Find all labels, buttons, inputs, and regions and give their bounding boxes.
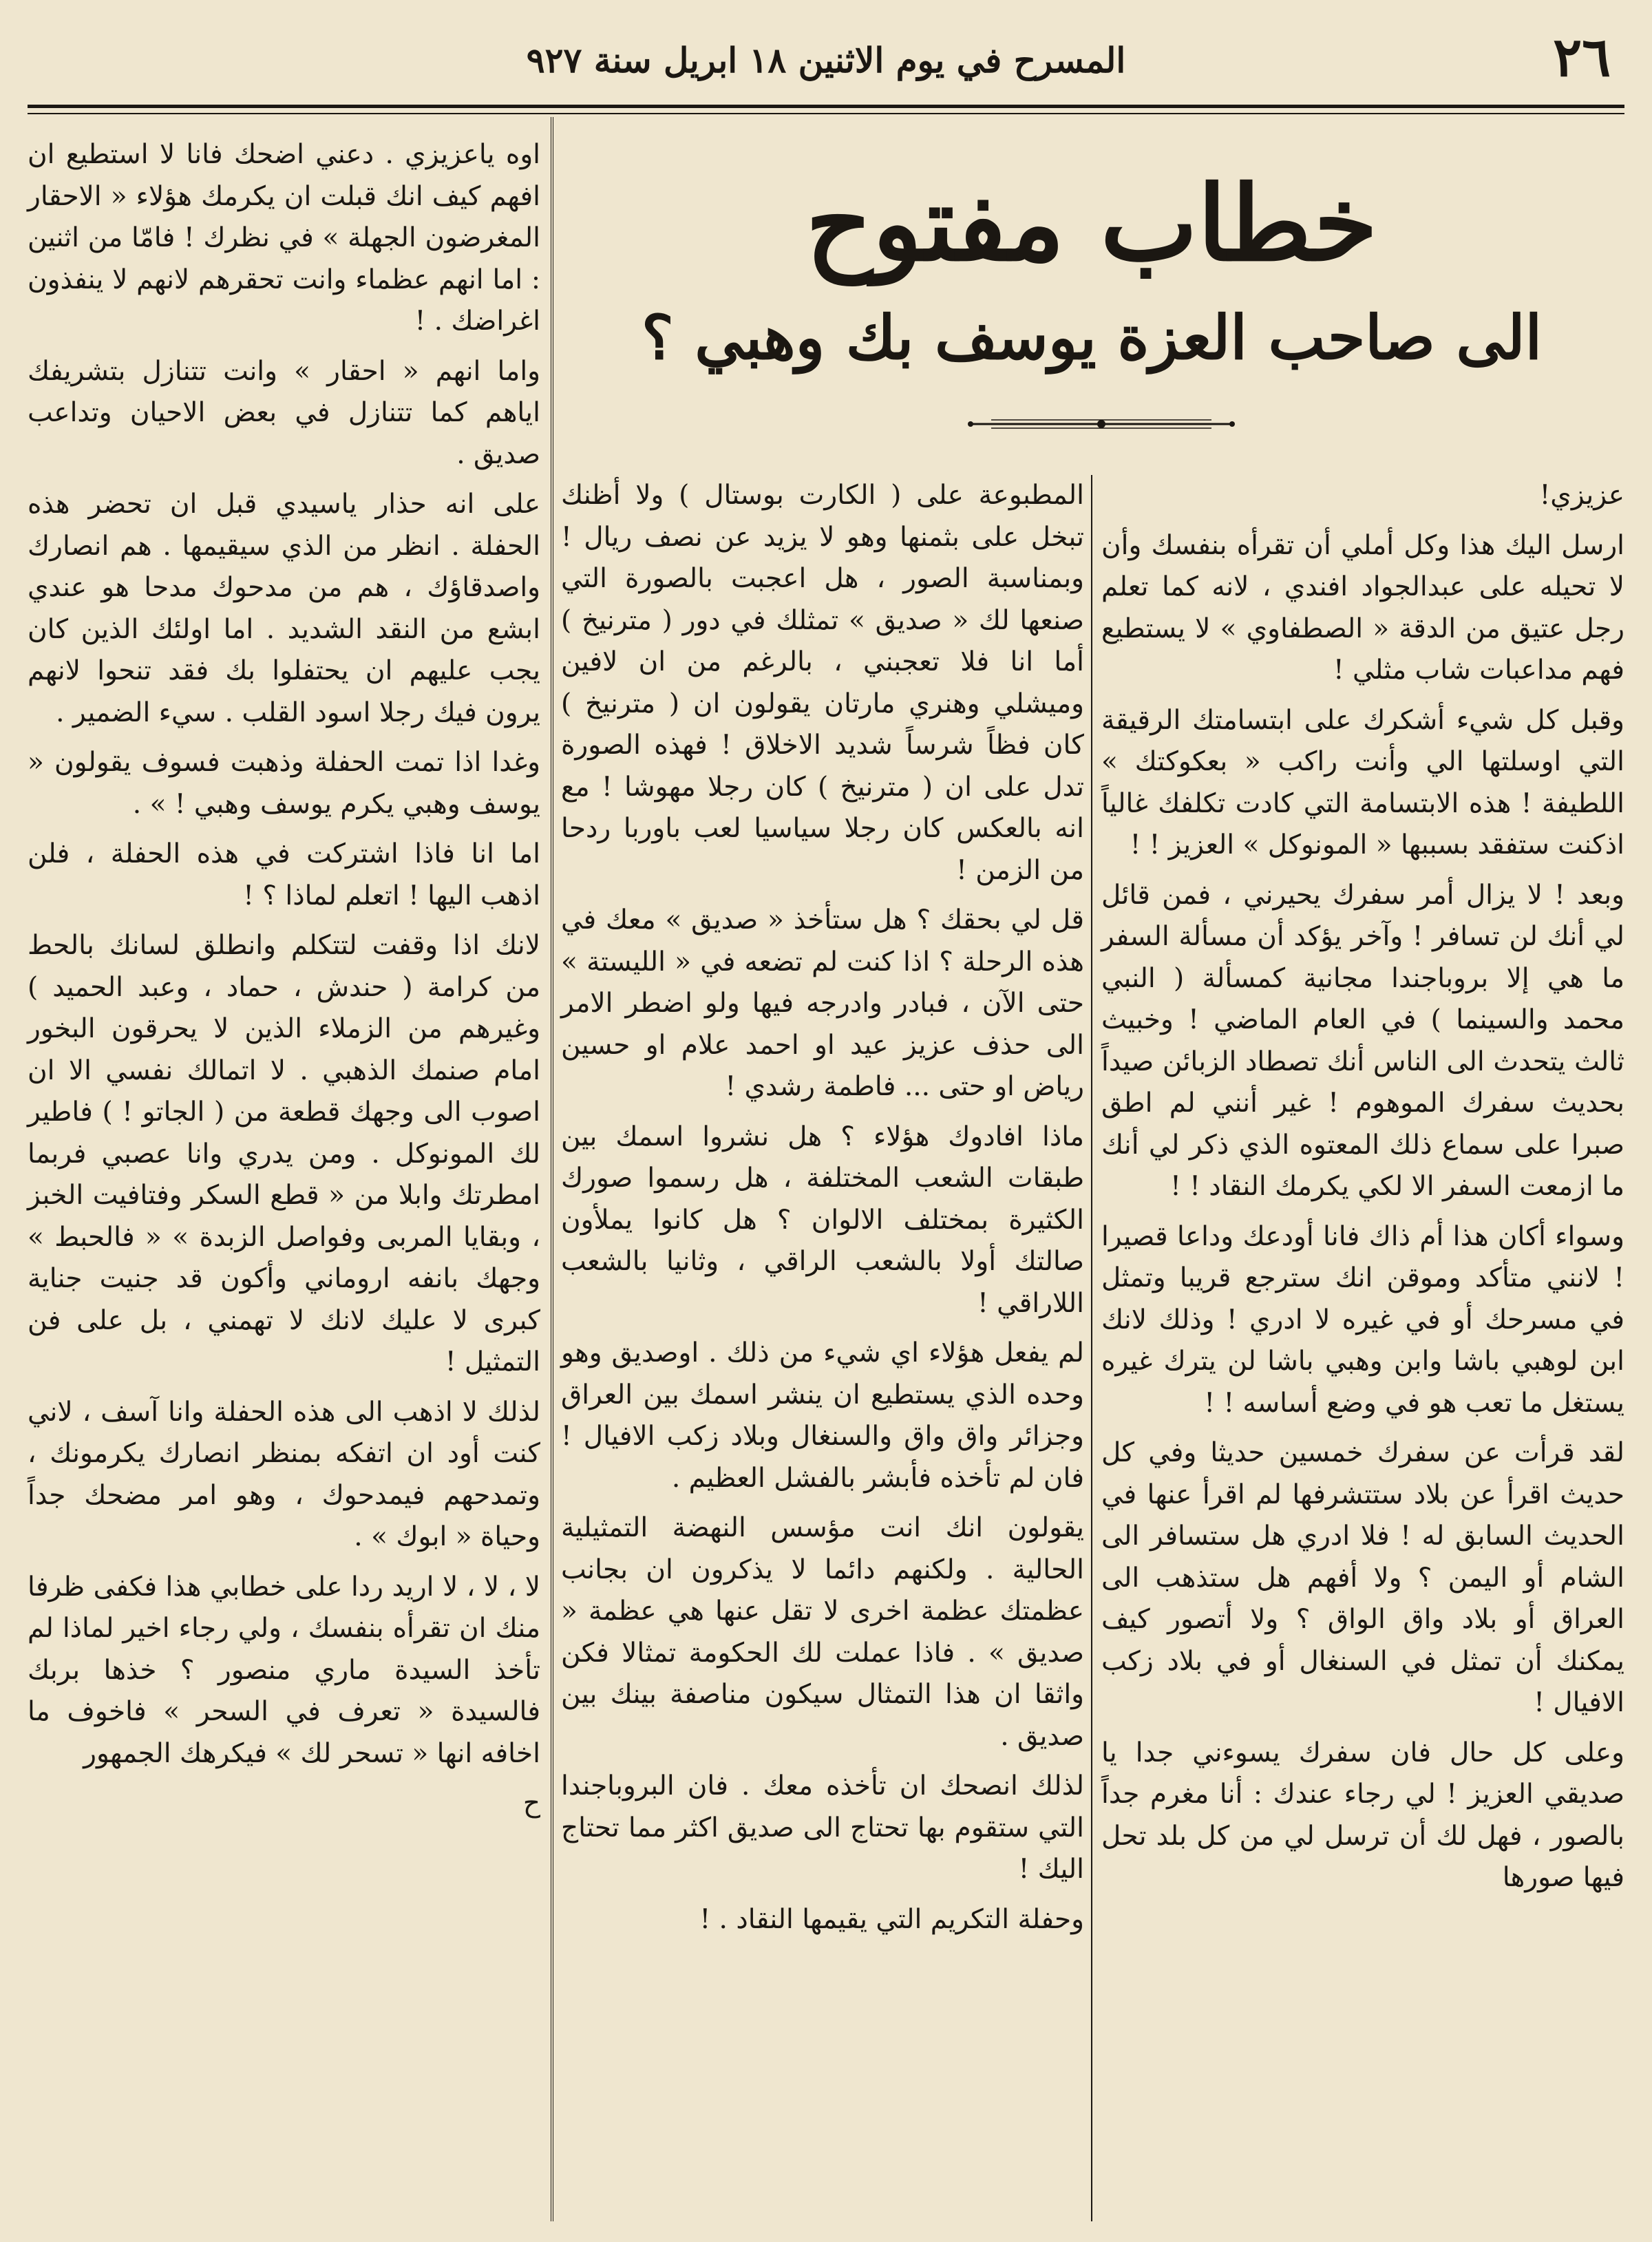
paragraph: لذلك لا اذهب الى هذه الحفلة وانا آسف ، لاني كنت أود ان اتفكه بمنظر انصارك يكرمونك ، وتمدحهم فيمدحوك ، وهو امر مضحك جداً وحياة « ابوك » . (28, 1396, 540, 1552)
paragraph: اوه ياعزيزي . دعني اضحك فانا لا استطيع ان افهم كيف انك قبلت ان يكرمك هؤلاء « الاحقار المغرضون الجهلة » في نظرك ! فامّا من اثنين : اما انهم عظماء وانت تحقرهم لانهم لا ينفذون اغراضك . ! (28, 139, 540, 337)
paragraph: لا ، لا ، لا اريد ردا على خطابي هذا فكفى ظرفا منك ان تقرأه بنفسك ، ولي رجاء اخير لماذا لم تأخذ السيدة ماري منصور ؟ خذها بربك فالسيدة « تعرف في السحر » فاخوف ما اخافه انها « تسحر لك » فيكرهك الجمهور (28, 1571, 540, 1769)
page-number: ٢٦ (1553, 26, 1611, 89)
signature-initial: ح (522, 1788, 540, 1819)
paragraph: وغدا اذا تمت الحفلة وذهبت فسوف يقولون « يوسف وهبي يكرم يوسف وهبي ! » . (28, 747, 540, 820)
paragraph: وعلى كل حال فان سفرك يسوءني جدا يا صديقي العزيز ! لي رجاء عندك : أنا مغرم جداً بالصور ، فهل لك أن ترسل لي من كل بلد تحل فيها صورها (1101, 1737, 1624, 1893)
paragraph: ماذا افادوك هؤلاء ؟ هل نشروا اسمك بين طبقات الشعب المختلفة ، هل رسموا صورك الكثيرة بمختلف الالوان ؟ هل كانوا يملأون صالتك أولا بالشعب الراقي ، وثانيا بالشعب اللاراقي ! (561, 1121, 1084, 1319)
paragraph: عزيزي! (1539, 480, 1624, 511)
column-divider-left (551, 117, 553, 2221)
paragraph: على انه حذار ياسيدي قبل ان تحضر هذه الحفلة . انظر من الذي سيقيمها . هم انصارك واصدقاؤك ، هم من مدحوك مدحا هو عندي ابشع من النقد الشديد . اما اولئك الذين كان يجب عليهم ان يحتفلوا بك فقد تنحوا لانهم يرون فيك رجلا اسود القلب . سيء الضمير . (28, 489, 540, 728)
paragraph: قل لي بحقك ؟ هل ستأخذ « صديق » معك في هذه الرحلة ؟ اذا كنت لم تضعه في « الليستة » حتى الآن ، فبادر وادرجه فيها ولو اضطر الامر الى حذف عزيز عيد او احمد علام او حسين رياض او حتى ... فاطمة رشدي ! (561, 905, 1084, 1102)
paragraph: وقبل كل شيء أشكرك على ابتسامتك الرقيقة التي اوسلتها الي وأنت راكب « بعكوكتك » اللطيفة ! هذه الابتسامة التي كادت تكلفك غالياً اذكنت ستفقد بسببها « المونوكل » العزيز ! ! (1101, 704, 1624, 860)
paragraph: وبعد ! لا يزال أمر سفرك يحيرني ، فمن قائل لي أنك لن تسافر ! وآخر يؤكد أن مسألة السفر ما هي إلا بروباجندا مجانية كمسألة ( النبي محمد والسينما ) في العام الماضي ! وخبيث ثالث يتحدث الى الناس أنك تصطاد الزبائن صيداً بحديث سفرك الموهوم ! غير أنني لم اطق صبرا على سماع ذلك المعتوه الذي ذكر لي أنك ما ازمعت السفر الا لكي يكرمك النقاد ! ! (1101, 879, 1624, 1202)
article-title: خطاب مفتوح (805, 163, 1378, 284)
running-head-text: المسرح في يوم الاثنين ١٨ ابريل سنة ٩٢٧ (526, 40, 1126, 81)
column-left (28, 134, 540, 1833)
paragraph: المطبوعة على ( الكارت بوستال ) ولا أظنك تبخل على بثمنها وهو لا يزيد عن نصف ريال ! وبمناسبة الصور ، هل اعجبت بالصورة التي صنعها لك « صديق » تمثلك في دور ( مترنيخ ) أما انا فلا تعجبني ، بالرغم من ان لافين وميشلي وهنري مارتان يقولون ان ( مترنيخ ) كان فظاً شرساً شديد الاخلاق ! فهذه الصورة تدل على ان ( مترنيخ ) كان رجلا مهوشا ! مع انه بالعكس كان رجلا سياسيا لعب باوربا ردحا من الزمن ! (561, 480, 1084, 886)
paragraph: واما انهم « احقار » وانت تتنازل بتشريفك اياهم كما تتنازل في بعض الاحيان وتداعب صديق . (28, 355, 540, 470)
paragraph: يقولون انك انت مؤسس النهضة التمثيلية الحالية . ولكنهم دائما لا يذكرون ان بجانب عظمتك عظمة اخرى لا تقل عنها هي عظمة « صديق » . فاذا عملت لك الحكومة تمثالا فكن واثقا ان هذا التمثال سيكون مناصفة بينك بين صديق . (561, 1512, 1084, 1752)
paragraph: وسواء أكان هذا أم ذاك فانا أودعك وداعا قصيرا ! لانني متأكد وموقن انك سترجع قريبا وتمثل في مسرحك أو في غيره لا ادري ! وذلك لانك ابن لوهبي باشا وابن وهبي باشا لن يترك غيره يستغل ما تعب هو في وضع أساسه ! ! (1101, 1220, 1624, 1419)
column-right (1101, 475, 1624, 1907)
paragraph: لانك اذا وقفت لتتكلم وانطلق لسانك بالحط من كرامة ( حندش ، حماد ، وعبد الحميد ) وغيرهم من الزملاء الذين لا يحرقون البخور امام صنمك الذهبي . لا اتمالك نفسي الا ان اصوب الى وجهك قطعة من ( الجاتو ! ) فاطير لك المونوكل . ومن يدري وانا عصبي فربما امطرتك وابلا من « قطع السكر وفتافيت الخبز ، وبقايا المربى وفواصل الزبدة » « فالحبط » وجهك بانفه اروماني وأكون قد جنيت جناية كبرى لا عليك لانك لا تهمني ، بل على فن التمثيل ! (28, 930, 540, 1377)
paragraph: لم يفعل هؤلاء اي شيء من ذلك . اوصديق وهو وحده الذي يستطيع ان ينشر اسمك بين العراق وجزائر واق واق والسنغال وبلاد زكب الافيال ! فان لم تأخذه فأبشر بالفشل العظيم . (561, 1337, 1084, 1494)
ornament-divider-icon (964, 416, 1239, 432)
paragraph: وحفلة التكريم التي يقيمها النقاد . ! (699, 1903, 1084, 1935)
running-header (28, 21, 1624, 103)
paragraph: اما انا فاذا اشتركت في هذه الحفلة ، فلن اذهب اليها ! اتعلم لماذا ؟ ! (28, 838, 540, 911)
paragraph: لقد قرأت عن سفرك خمسين حديثا وفي كل حديث اقرأ عن بلاد ستتشرفها لم اقرأ عنها في الحديث السابق له ! فلا ادري هل ستسافر الى الشام أو اليمن ؟ ولا أفهم هل ستذهب الى العراق أو بلاد واق الواق ؟ ولا أتصور كيف يمكنك أن تمثل في السنغال أو في بلاد زكب الافيال ! (1101, 1437, 1624, 1718)
column-middle (561, 475, 1084, 1949)
article-subtitle: الى صاحب العزة يوسف بك وهبي ؟ (641, 302, 1543, 373)
article-heading (559, 127, 1624, 451)
paragraph: ارسل اليك هذا وكل أملي أن تقرأه بنفسك وأن لا تحيله على عبدالجواد افندي ، لانه كما تعلم رجل عتيق من الدقة « الصطفاوي » لا يستطيع فهم مداعبات شاب مثلي ! (1101, 529, 1624, 686)
header-rule (28, 105, 1624, 108)
column-divider-right (1091, 475, 1092, 2221)
paragraph: لذلك انصحك ان تأخذه معك . فان البروباجندا التي ستقوم بها تحتاج الى صديق اكثر مما تحتاج اليك ! (561, 1770, 1084, 1885)
header-rule-thin (28, 113, 1624, 114)
